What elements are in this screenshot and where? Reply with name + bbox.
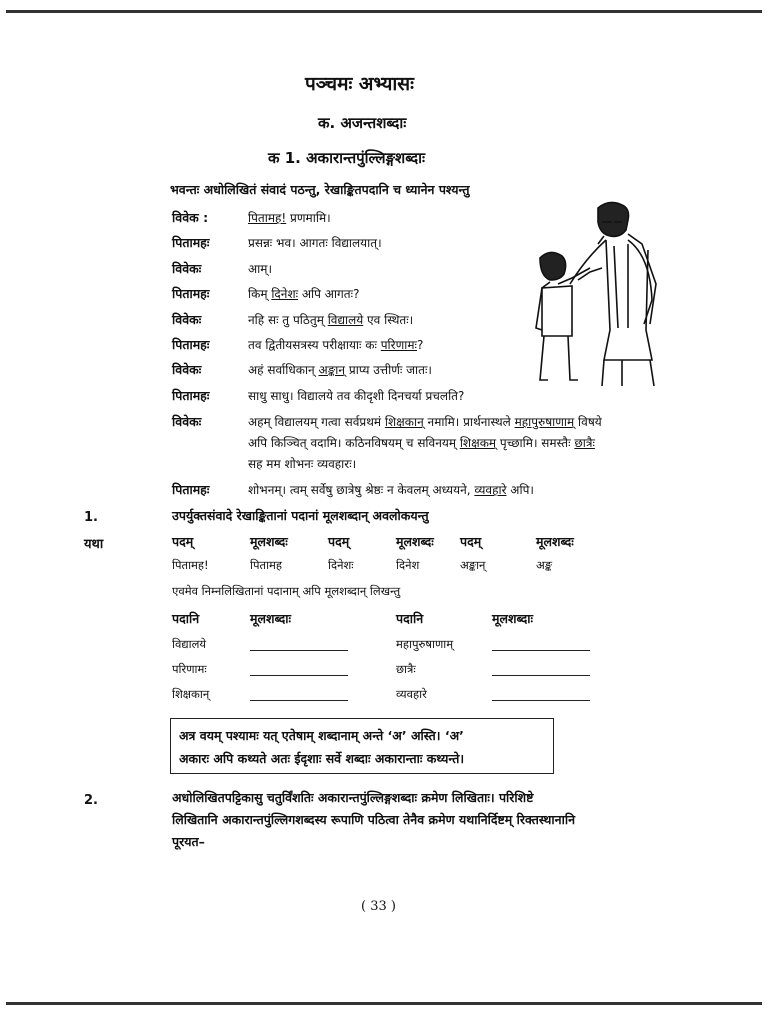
question-2-line-2: लिखितानि अकारान्तपुंल्लिगशब्दस्य रूपाणि पठित्वा तेनैव क्रमेण यथानिर्दिष्टम् रिक्तस्थानानि bbox=[172, 812, 576, 827]
word-right: महापुरुषाणाम् bbox=[396, 637, 454, 651]
dialogue-line bbox=[248, 311, 413, 328]
example-label: यथा bbox=[84, 537, 104, 552]
underlined-word: महापुरुषाणाम् bbox=[514, 415, 575, 429]
word-left: शिक्षकान् bbox=[172, 687, 210, 701]
text: अहं सर्वाधिकान् bbox=[248, 363, 319, 377]
table-header: मूलशब्दः bbox=[536, 534, 574, 549]
instruction-2: एवमेव निम्नलिखितानां पदानाम् अपि मूलशब्दान् लिखन्तु bbox=[172, 584, 401, 598]
reply-line-2 bbox=[248, 434, 595, 451]
word-right: छात्रैः bbox=[396, 662, 416, 676]
table-header: पदानि bbox=[172, 611, 200, 626]
text: नहि सः तु पठितुम् bbox=[248, 313, 328, 327]
text: किम् bbox=[248, 287, 272, 301]
text: अपि। bbox=[506, 483, 534, 497]
instruction: भवन्तः अधोलिखितं संवादं पठन्तु, रेखाङ्कितपदानि च ध्यानेन पश्यन्तु bbox=[170, 182, 470, 197]
table-header: पदम् bbox=[172, 534, 194, 549]
text: साधु साधु। विद्यालये तव कीदृशी दिनचर्या प्रचलति? bbox=[248, 389, 465, 403]
speaker-label: विवेकः bbox=[172, 414, 202, 429]
underlined-word: छात्रैः bbox=[574, 436, 595, 450]
text: आम्। bbox=[248, 262, 272, 276]
table-cell: दिनेश bbox=[396, 558, 420, 572]
question-2-line-3: पूरयत– bbox=[172, 834, 205, 849]
table-cell: पितामह bbox=[250, 558, 283, 572]
text: प्रणमामि। bbox=[286, 211, 331, 225]
top-rule bbox=[6, 10, 762, 13]
note-box bbox=[170, 718, 554, 774]
speaker-label: पितामहः bbox=[172, 235, 210, 250]
text: शोभनम्। त्वम् सर्वेषु छात्रेषु श्रेष्ठः न केवलम् अध्ययने, bbox=[248, 483, 475, 497]
text: प्रसन्नः भव। आगतः विद्यालयात्। bbox=[248, 236, 382, 250]
table-cell: अङ्कान् bbox=[460, 558, 486, 572]
dialogue-line bbox=[248, 387, 464, 404]
question-number: 1. bbox=[84, 510, 98, 525]
text: विषये bbox=[574, 415, 602, 429]
subsection-heading: क 1. अकारान्तपुंल्लिङ्गशब्दाः bbox=[268, 149, 426, 167]
page-title: पञ्चमः अभ्यासः bbox=[305, 73, 414, 95]
answer-blank[interactable] bbox=[492, 650, 590, 651]
underlined-word: शिक्षकम् bbox=[459, 436, 497, 450]
speaker-label: पितामहः bbox=[172, 482, 210, 497]
table-header: मूलशब्दाः bbox=[492, 611, 534, 626]
table-header: पदानि bbox=[396, 611, 424, 626]
answer-blank[interactable] bbox=[250, 650, 348, 651]
underlined-word: विद्यालये bbox=[327, 313, 364, 327]
speaker-label: पितामहः bbox=[172, 388, 210, 403]
text: ? bbox=[416, 338, 424, 352]
table-header: पदम् bbox=[460, 534, 482, 549]
text: नमामि। प्रार्थनास्थले bbox=[423, 415, 515, 429]
underlined-word: परिणामः bbox=[380, 338, 417, 352]
text: तव द्वितीयसत्रस्य परीक्षायाः कः bbox=[248, 338, 381, 352]
text: पृच्छामि। समस्तैः bbox=[496, 436, 575, 450]
underlined-word: व्यवहारे bbox=[474, 483, 507, 497]
question-text: उपर्युक्तसंवादे रेखाङ्कितानां पदानां मूलशब्दान् अवलोकयन्तु bbox=[172, 508, 429, 523]
word-right: व्यवहारे bbox=[396, 687, 427, 701]
question-number: 2. bbox=[84, 793, 98, 808]
reply-line-3: सह मम शोभनः व्यवहारः। bbox=[248, 457, 357, 471]
bottom-rule bbox=[6, 1002, 762, 1005]
speaker-label: विवेक : bbox=[172, 210, 209, 225]
answer-blank[interactable] bbox=[492, 675, 590, 676]
text: अहम् विद्यालयम् गत्वा सर्वप्रथमं bbox=[248, 415, 385, 429]
text: अपि आगतः? bbox=[298, 287, 360, 301]
text: प्राप्य उत्तीर्णः जातः। bbox=[345, 363, 432, 377]
dialogue-line bbox=[248, 361, 432, 378]
dialogue-line bbox=[248, 260, 272, 277]
text: एव स्थितः। bbox=[363, 313, 414, 327]
text: अपि किञ्चित् वदामि। कठिनविषयम् च सविनयम् bbox=[248, 436, 460, 450]
speaker-label: विवेकः bbox=[172, 261, 202, 276]
underlined-word: अङ्कान् bbox=[318, 363, 346, 377]
answer-blank[interactable] bbox=[250, 700, 348, 701]
note-line-1: अत्र वयम् पश्यामः यत् एतेषाम् शब्दानाम् अन्ते ‘अ’ अस्ति। ‘अ’ bbox=[179, 728, 464, 743]
table-cell: दिनेशः bbox=[328, 558, 354, 572]
table-header: मूलशब्दाः bbox=[250, 611, 292, 626]
dialogue-line bbox=[248, 209, 331, 226]
final-line bbox=[248, 481, 534, 498]
underlined-word: पितामह! bbox=[248, 211, 287, 225]
section-heading: क. अजन्तशब्दाः bbox=[318, 114, 407, 132]
underlined-word: दिनेशः bbox=[271, 287, 299, 301]
dialogue-line bbox=[248, 234, 382, 251]
note-line-2: अकारः अपि कथ्यते अतः ईदृशाः सर्वे शब्दाः अकारान्ताः कथ्यन्ते। bbox=[179, 751, 465, 766]
question-2-line-1: अधोलिखितपट्टिकासु चतुर्विंशतिः अकारान्तपुंल्लिङ्गशब्दाः क्रमेण लिखिताः। परिशिष्टे bbox=[172, 790, 534, 805]
answer-blank[interactable] bbox=[250, 675, 348, 676]
speaker-label: पितामहः bbox=[172, 337, 210, 352]
table-cell: पितामह! bbox=[172, 558, 209, 572]
answer-blank[interactable] bbox=[492, 700, 590, 701]
underlined-word: शिक्षकान् bbox=[384, 415, 424, 429]
dialogue-line bbox=[248, 285, 359, 302]
table-header: मूलशब्दः bbox=[250, 534, 288, 549]
table-cell: अङ्क bbox=[536, 558, 553, 572]
word-left: विद्यालये bbox=[172, 637, 207, 651]
table-header: पदम् bbox=[328, 534, 350, 549]
grandfather-child-illustration bbox=[528, 196, 678, 388]
page-number: ( 33 ) bbox=[361, 899, 396, 914]
speaker-label: पितामहः bbox=[172, 286, 210, 301]
word-left: परिणामः bbox=[172, 662, 207, 676]
table-header: मूलशब्दः bbox=[396, 534, 434, 549]
dialogue-line bbox=[248, 336, 423, 353]
reply-line-1 bbox=[248, 413, 602, 430]
speaker-label: विवेकः bbox=[172, 362, 202, 377]
speaker-label: विवेकः bbox=[172, 312, 202, 327]
